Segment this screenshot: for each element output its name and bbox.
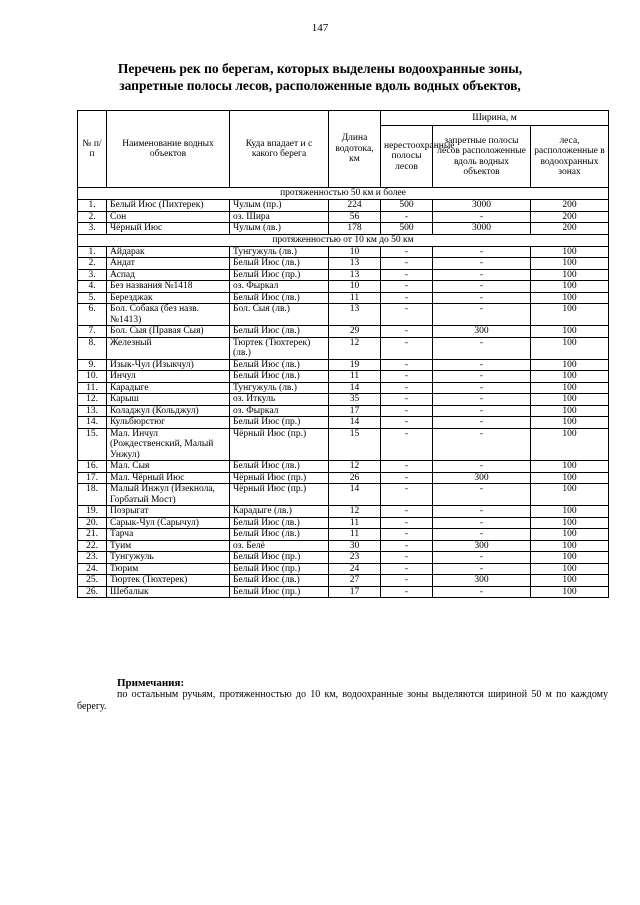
table-cell: 300 xyxy=(433,326,531,338)
table-cell: Сон xyxy=(107,211,230,223)
table-row xyxy=(78,540,609,552)
table-cell: 25. xyxy=(78,575,107,587)
table-cell: - xyxy=(433,405,531,417)
header-spawn-protection: нерестоохранные полосы лесов xyxy=(381,126,433,188)
table-cell: - xyxy=(381,506,433,518)
table-body xyxy=(78,188,609,598)
document-title xyxy=(60,60,580,94)
table-row xyxy=(78,326,609,338)
table-cell: 100 xyxy=(531,359,609,371)
table-cell: Белый Июс (пр.) xyxy=(230,269,329,281)
table-row xyxy=(78,371,609,383)
table-row xyxy=(78,394,609,406)
table-cell: Карадыге (лв.) xyxy=(230,506,329,518)
table-cell: 6. xyxy=(78,304,107,326)
table-cell: - xyxy=(381,461,433,473)
table-cell: 100 xyxy=(531,506,609,518)
table-cell: Чулым (пр.) xyxy=(230,200,329,212)
table-cell: - xyxy=(381,552,433,564)
header-number: № п/п xyxy=(78,111,107,188)
table-cell: 29 xyxy=(329,326,381,338)
table-cell: 10. xyxy=(78,371,107,383)
section-label: протяженностью 50 км и более xyxy=(78,188,609,200)
table-cell: Белый Июс (Пихтерек) xyxy=(107,200,230,212)
table-cell: оз. Белё xyxy=(230,540,329,552)
notes-text: по остальным ручьям, протяженностью до 10 км, водоохранные зоны выделяются шириной 50 м по каждому берегу. xyxy=(77,689,608,712)
table-cell: 300 xyxy=(433,472,531,484)
document-title-line-1: Перечень рек по берегам, которых выделены водоохранные зоны, xyxy=(117,61,523,76)
table-cell: 11 xyxy=(329,529,381,541)
table-cell: Белый Июс (пр.) xyxy=(230,552,329,564)
table-cell: - xyxy=(433,517,531,529)
section-header-row xyxy=(78,188,609,200)
table-cell: 100 xyxy=(531,417,609,429)
table-cell: - xyxy=(433,394,531,406)
table-cell: 15. xyxy=(78,428,107,461)
table-cell: 2. xyxy=(78,258,107,270)
table-cell: 17 xyxy=(329,586,381,598)
table-cell: Бол. Сыя (лв.) xyxy=(230,304,329,326)
table-cell: Шебалык xyxy=(107,586,230,598)
table-cell: 11 xyxy=(329,292,381,304)
table-cell: - xyxy=(381,484,433,506)
table-cell: 14 xyxy=(329,484,381,506)
table-cell: Сарык-Чул (Сарычул) xyxy=(107,517,230,529)
table-cell: - xyxy=(381,211,433,223)
table-cell: Туим xyxy=(107,540,230,552)
table-cell: 19. xyxy=(78,506,107,518)
table-cell: - xyxy=(381,517,433,529)
table-cell: 100 xyxy=(531,529,609,541)
table-cell: 27 xyxy=(329,575,381,587)
table-row xyxy=(78,517,609,529)
table-cell: - xyxy=(433,552,531,564)
header-length: Длина водотока, км xyxy=(329,111,381,188)
table-cell: Андат xyxy=(107,258,230,270)
table-cell: Белый Июс (лв.) xyxy=(230,371,329,383)
table-row xyxy=(78,382,609,394)
table-cell: 100 xyxy=(531,304,609,326)
rivers-table xyxy=(77,110,609,598)
table-cell: Малый Инжул (Изекнола, Горбатый Мост) xyxy=(107,484,230,506)
table-cell: 10 xyxy=(329,246,381,258)
table-cell: - xyxy=(433,281,531,293)
table-cell: 100 xyxy=(531,563,609,575)
header-name: Наименование водных объектов xyxy=(107,111,230,188)
table-cell: - xyxy=(433,461,531,473)
table-cell: 13. xyxy=(78,405,107,417)
table-cell: Инчул xyxy=(107,371,230,383)
table-cell: 4. xyxy=(78,281,107,293)
table-cell: Айдарак xyxy=(107,246,230,258)
table-cell: 100 xyxy=(531,472,609,484)
table-cell: 100 xyxy=(531,517,609,529)
table-cell: 3000 xyxy=(433,223,531,235)
table-cell: Тунгужуль (лв.) xyxy=(230,382,329,394)
table-cell: - xyxy=(381,586,433,598)
table-cell: - xyxy=(381,394,433,406)
table-cell: 24. xyxy=(78,563,107,575)
table-cell: оз. Фыркал xyxy=(230,281,329,293)
table-cell: Белый Июс (лв.) xyxy=(230,326,329,338)
table-cell: 3. xyxy=(78,269,107,281)
table-cell: 14 xyxy=(329,382,381,394)
table-cell: 100 xyxy=(531,552,609,564)
table-cell: - xyxy=(433,292,531,304)
table-cell: Мал. Чёрный Июс xyxy=(107,472,230,484)
table-cell: 224 xyxy=(329,200,381,212)
notes xyxy=(77,677,608,713)
table-cell: - xyxy=(433,371,531,383)
table-cell: - xyxy=(381,405,433,417)
table-cell: 12. xyxy=(78,394,107,406)
table-cell: - xyxy=(381,246,433,258)
table-cell: 30 xyxy=(329,540,381,552)
table-cell: Белый Июс (лв.) xyxy=(230,359,329,371)
table-cell: 300 xyxy=(433,540,531,552)
table-cell: 16. xyxy=(78,461,107,473)
table-cell: Тунгужуль xyxy=(107,552,230,564)
table-cell: Тарча xyxy=(107,529,230,541)
table-cell: - xyxy=(433,563,531,575)
table-cell: Коладжул (Кольджул) xyxy=(107,405,230,417)
table-cell: - xyxy=(381,382,433,394)
table-cell: - xyxy=(381,337,433,359)
table-cell: 24 xyxy=(329,563,381,575)
table-cell: Белый Июс (лв.) xyxy=(230,292,329,304)
table-cell: 35 xyxy=(329,394,381,406)
page-number: 147 xyxy=(311,22,329,34)
table-cell: Белый Июс (пр.) xyxy=(230,417,329,429)
table-cell: 100 xyxy=(531,405,609,417)
table-cell: 100 xyxy=(531,586,609,598)
table-cell: Белый Июс (лв.) xyxy=(230,517,329,529)
table-cell: - xyxy=(433,246,531,258)
table-cell: 100 xyxy=(531,428,609,461)
table-cell: 20. xyxy=(78,517,107,529)
section-label: протяженностью от 10 км до 50 км xyxy=(78,234,609,246)
table-cell: Белый Июс (лв.) xyxy=(230,575,329,587)
table-cell: 200 xyxy=(531,211,609,223)
table-cell: 100 xyxy=(531,246,609,258)
table-cell: 26. xyxy=(78,586,107,598)
table-cell: - xyxy=(433,258,531,270)
table-cell: 8. xyxy=(78,337,107,359)
table-cell: 1. xyxy=(78,200,107,212)
table-cell: Тюрим xyxy=(107,563,230,575)
table-cell: 500 xyxy=(381,200,433,212)
table-cell: - xyxy=(381,428,433,461)
table-row xyxy=(78,484,609,506)
table-cell: 26 xyxy=(329,472,381,484)
table-cell: Чулым (лв.) xyxy=(230,223,329,235)
table-cell: 5. xyxy=(78,292,107,304)
table-row xyxy=(78,258,609,270)
table-cell: - xyxy=(381,304,433,326)
table-cell: Мал. Сыя xyxy=(107,461,230,473)
table-cell: 300 xyxy=(433,575,531,587)
table-row xyxy=(78,428,609,461)
table-row xyxy=(78,292,609,304)
table-cell: 200 xyxy=(531,200,609,212)
table-cell: 200 xyxy=(531,223,609,235)
table-cell: 100 xyxy=(531,292,609,304)
table-cell: 2. xyxy=(78,211,107,223)
table-row xyxy=(78,461,609,473)
table-cell: оз. Шира xyxy=(230,211,329,223)
table-row xyxy=(78,269,609,281)
table-row xyxy=(78,304,609,326)
table-cell: Тюртек (Тюхтерек) xyxy=(107,575,230,587)
table-cell: Белый Июс (пр.) xyxy=(230,563,329,575)
table-cell: 11 xyxy=(329,517,381,529)
table-cell: 3000 xyxy=(433,200,531,212)
table-cell: - xyxy=(381,540,433,552)
table-cell: оз. Фыркал xyxy=(230,405,329,417)
table-cell: 100 xyxy=(531,326,609,338)
table-row xyxy=(78,552,609,564)
table-cell: 100 xyxy=(531,337,609,359)
table-cell: - xyxy=(433,211,531,223)
table-cell: Позрыгат xyxy=(107,506,230,518)
table-row xyxy=(78,405,609,417)
table-cell: Карадыге xyxy=(107,382,230,394)
table-cell: Изык-Чул (Изыкчул) xyxy=(107,359,230,371)
table-cell: 18. xyxy=(78,484,107,506)
table-cell: - xyxy=(433,304,531,326)
table-cell: 23 xyxy=(329,552,381,564)
table-cell: 13 xyxy=(329,258,381,270)
table-cell: 100 xyxy=(531,484,609,506)
table-cell: 19 xyxy=(329,359,381,371)
table-cell: - xyxy=(381,472,433,484)
table-cell: - xyxy=(433,382,531,394)
table-row xyxy=(78,246,609,258)
table-cell: - xyxy=(381,575,433,587)
table-cell: 7. xyxy=(78,326,107,338)
table-cell: 12 xyxy=(329,506,381,518)
table-cell: 500 xyxy=(381,223,433,235)
table-cell: - xyxy=(381,529,433,541)
table-cell: 15 xyxy=(329,428,381,461)
table-cell: 17 xyxy=(329,405,381,417)
table-cell: 178 xyxy=(329,223,381,235)
table-cell: - xyxy=(381,258,433,270)
table-cell: Чёрный Июс (пр.) xyxy=(230,472,329,484)
section-header-row xyxy=(78,234,609,246)
table-cell: 9. xyxy=(78,359,107,371)
table-cell: 100 xyxy=(531,258,609,270)
table-cell: - xyxy=(433,269,531,281)
table-row xyxy=(78,586,609,598)
table-cell: Бол. Сыя (Правая Сыя) xyxy=(107,326,230,338)
header-forbidden-strips: запретные полосы лесов расположенные вдоль водных объектов xyxy=(433,126,531,188)
table-cell: 14. xyxy=(78,417,107,429)
table-cell: Железный xyxy=(107,337,230,359)
table-cell: Чёрный Июс (пр.) xyxy=(230,428,329,461)
table-cell: - xyxy=(433,484,531,506)
table-cell: 100 xyxy=(531,382,609,394)
table-cell: 13 xyxy=(329,304,381,326)
table-row xyxy=(78,575,609,587)
table-cell: Белый Июс (лв.) xyxy=(230,258,329,270)
header-flows-into: Куда впадает и с какого берега xyxy=(230,111,329,188)
table-row xyxy=(78,472,609,484)
table-row xyxy=(78,337,609,359)
table-cell: 14 xyxy=(329,417,381,429)
table-cell: - xyxy=(433,586,531,598)
table-cell: - xyxy=(381,292,433,304)
table-cell: 100 xyxy=(531,281,609,293)
table-cell: 23. xyxy=(78,552,107,564)
table-cell: Березджак xyxy=(107,292,230,304)
table-cell: 3. xyxy=(78,223,107,235)
table-cell: Белый Июс (лв.) xyxy=(230,461,329,473)
table-row xyxy=(78,200,609,212)
header-width-group: Ширина, м xyxy=(381,111,609,126)
table-cell: 100 xyxy=(531,540,609,552)
table-cell: - xyxy=(433,529,531,541)
table-cell: - xyxy=(433,337,531,359)
table-cell: - xyxy=(433,428,531,461)
table-cell: - xyxy=(381,359,433,371)
table-row xyxy=(78,359,609,371)
table-cell: Мал. Инчул (Рождественский, Малый Унжул) xyxy=(107,428,230,461)
table-cell: - xyxy=(381,326,433,338)
notes-title: Примечания: xyxy=(117,677,185,689)
table-cell: Бол. Собака (без назв. №1413) xyxy=(107,304,230,326)
table-cell: Без названия №1418 xyxy=(107,281,230,293)
table-cell: 100 xyxy=(531,371,609,383)
table-row xyxy=(78,529,609,541)
table-cell: 100 xyxy=(531,461,609,473)
table-cell: 12 xyxy=(329,337,381,359)
table-cell: Кульбюрстюг xyxy=(107,417,230,429)
table-cell: 22. xyxy=(78,540,107,552)
table-cell: Карыш xyxy=(107,394,230,406)
table-cell: 1. xyxy=(78,246,107,258)
header-water-protection-zone: леса, расположенные в водоохранных зонах xyxy=(531,126,609,188)
table-row xyxy=(78,506,609,518)
table-cell: - xyxy=(433,506,531,518)
table-cell: 13 xyxy=(329,269,381,281)
table-row xyxy=(78,281,609,293)
table-cell: 17. xyxy=(78,472,107,484)
table-cell: - xyxy=(433,359,531,371)
table-cell: 12 xyxy=(329,461,381,473)
table-cell: 11. xyxy=(78,382,107,394)
table-cell: 56 xyxy=(329,211,381,223)
table-row xyxy=(78,223,609,235)
table-cell: 21. xyxy=(78,529,107,541)
table-cell: 10 xyxy=(329,281,381,293)
table-cell: - xyxy=(381,269,433,281)
table-cell: Чёрный Июс xyxy=(107,223,230,235)
table-cell: - xyxy=(381,563,433,575)
table-cell: оз. Иткуль xyxy=(230,394,329,406)
table-row xyxy=(78,563,609,575)
table-cell: Тюртек (Тюхтерек) (лв.) xyxy=(230,337,329,359)
table-cell: Тунгужуль (лв.) xyxy=(230,246,329,258)
table-row xyxy=(78,417,609,429)
table-cell: - xyxy=(381,371,433,383)
table-cell: - xyxy=(381,417,433,429)
table-cell: - xyxy=(381,281,433,293)
table-cell: Чёрный Июс (пр.) xyxy=(230,484,329,506)
table-cell: 100 xyxy=(531,394,609,406)
table-cell: Белый Июс (лв.) xyxy=(230,529,329,541)
table-cell: 100 xyxy=(531,575,609,587)
table-cell: Аспад xyxy=(107,269,230,281)
table-cell: Белый Июс (пр.) xyxy=(230,586,329,598)
table-cell: - xyxy=(433,417,531,429)
table-cell: 11 xyxy=(329,371,381,383)
document-title-line-2: запретные полосы лесов, расположенные вдоль водных объектов, xyxy=(119,78,521,93)
table-row xyxy=(78,211,609,223)
table-cell: 100 xyxy=(531,269,609,281)
